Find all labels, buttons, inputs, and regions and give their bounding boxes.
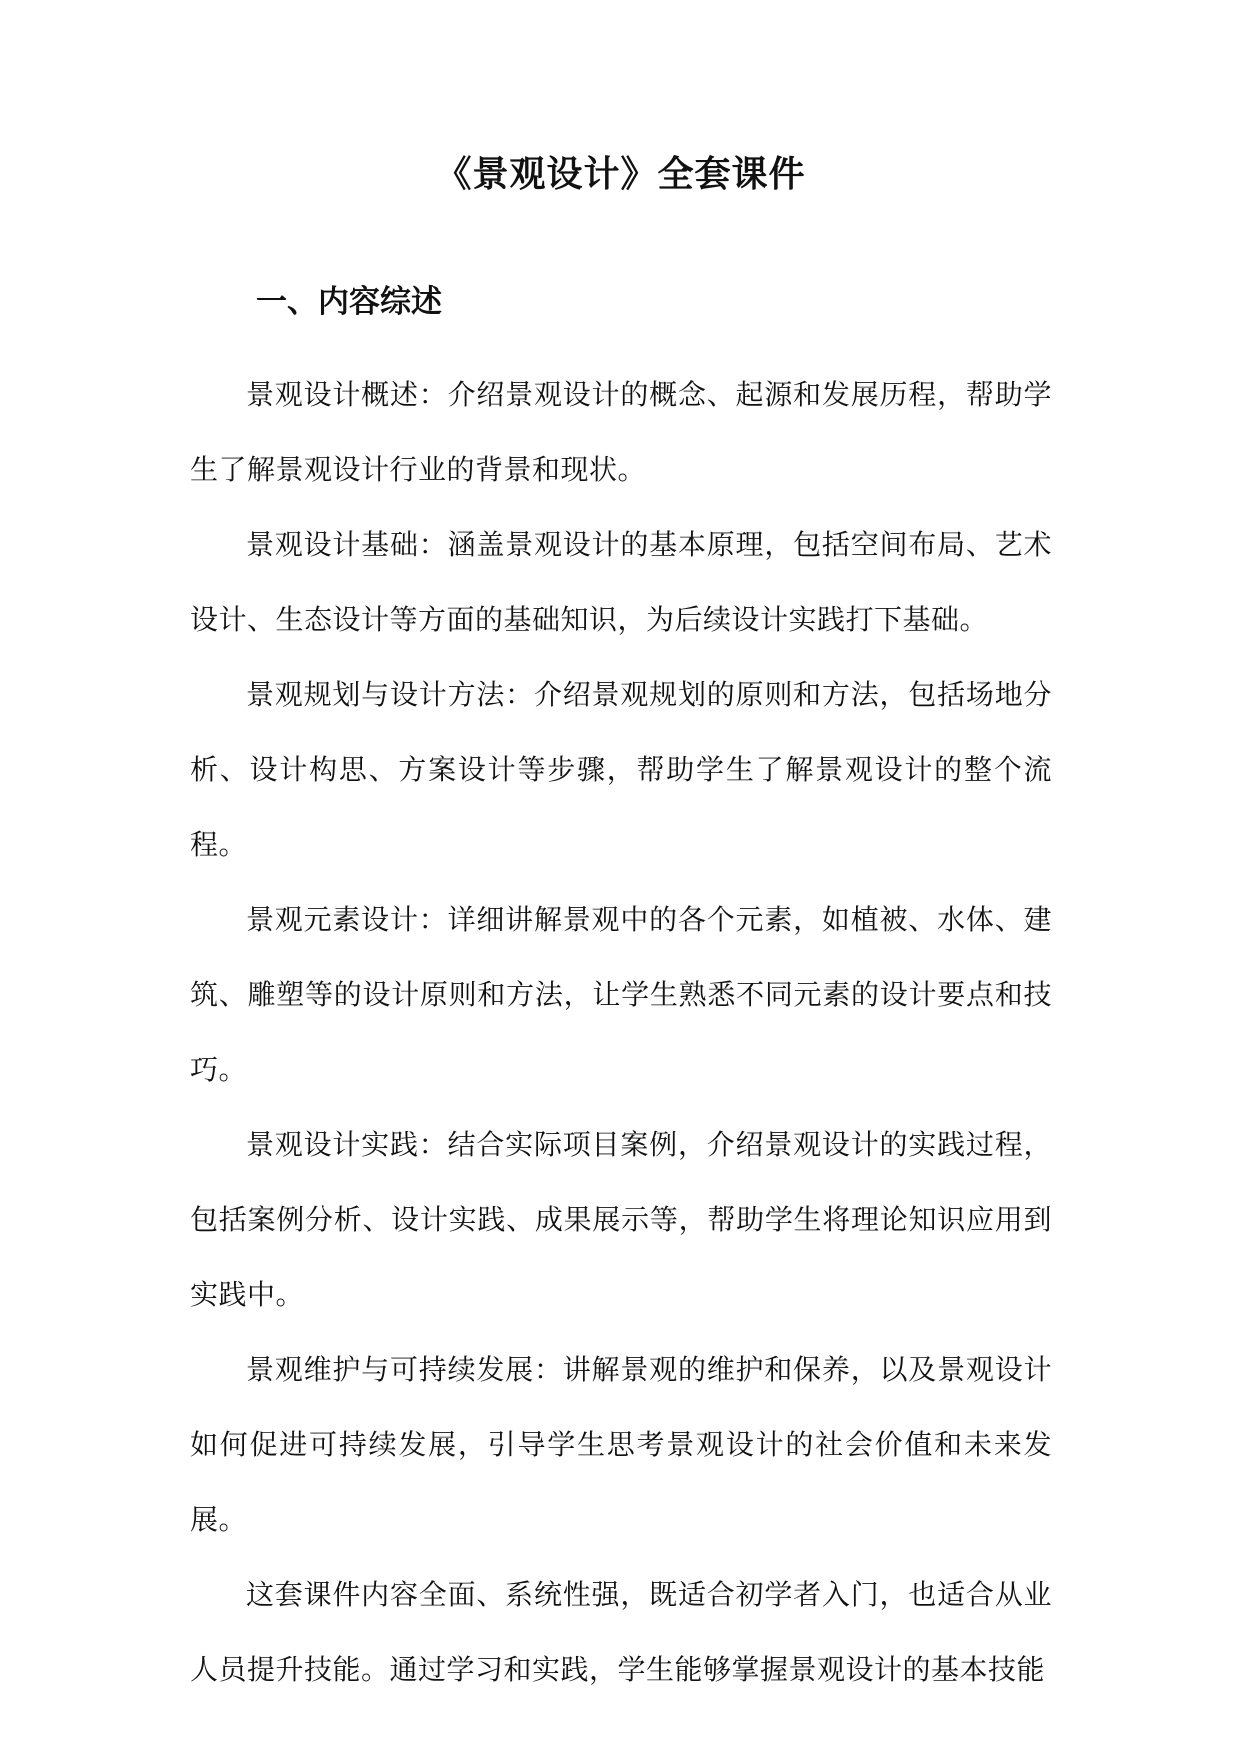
document-title: 《景观设计》全套课件 <box>435 153 806 195</box>
section-heading: 一、内容综述 <box>256 284 442 320</box>
paragraph-practice: 景观设计实践：结合实际项目案例，介绍景观设计的实践过程，包括案例分析、设计实践、成果展示等，帮助学生将理论知识应用到实践中。 <box>190 1128 1052 1311</box>
paragraph-methods: 景观规划与设计方法：介绍景观规划的原则和方法，包括场地分析、设计构思、方案设计等步骤，帮助学生了解景观设计的整个流程。 <box>190 678 1052 861</box>
paragraph-fundamentals: 景观设计基础：涵盖景观设计的基本原理，包括空间布局、艺术设计、生态设计等方面的基础知识，为后续设计实践打下基础。 <box>190 528 1052 636</box>
document-body <box>190 357 1052 1707</box>
paragraph-elements: 景观元素设计：详细讲解景观中的各个元素，如植被、水体、建筑、雕塑等的设计原则和方法，让学生熟悉不同元素的设计要点和技巧。 <box>190 903 1052 1086</box>
paragraph-sustainability: 景观维护与可持续发展：讲解景观的维护和保养，以及景观设计如何促进可持续发展，引导学生思考景观设计的社会价值和未来发展。 <box>190 1353 1052 1536</box>
paragraph-overview: 景观设计概述：介绍景观设计的概念、起源和发展历程，帮助学生了解景观设计行业的背景和现状。 <box>190 378 1052 486</box>
paragraph-summary: 这套课件内容全面、系统性强，既适合初学者入门，也适合从业人员提升技能。通过学习和实践，学生能够掌握景观设计的基本技能 <box>190 1578 1052 1686</box>
